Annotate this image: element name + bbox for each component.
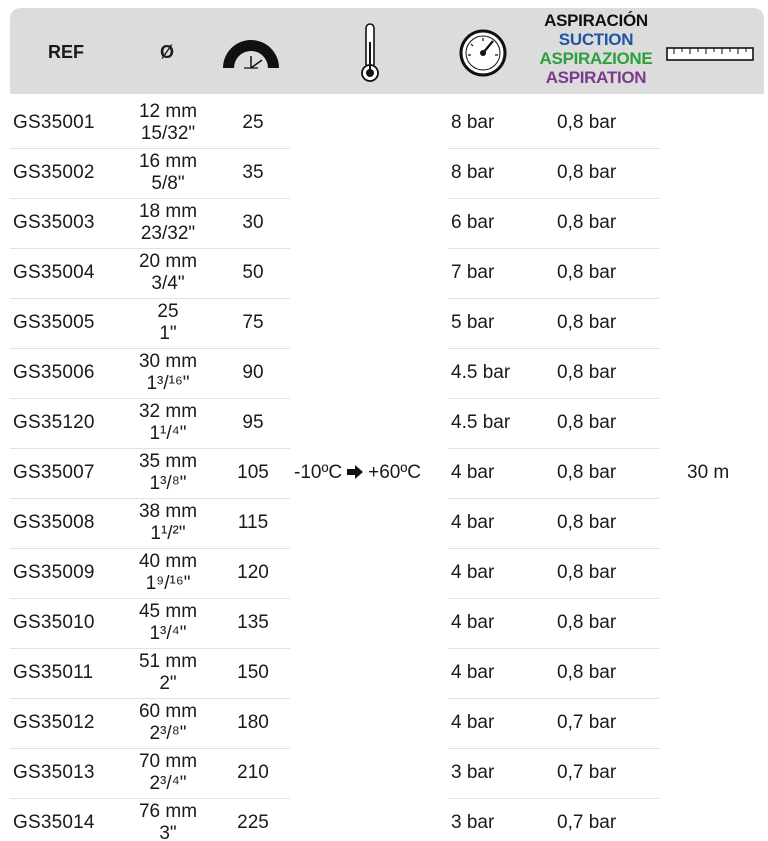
table-row	[10, 699, 764, 749]
diameter-mm: 60 mm	[138, 701, 198, 722]
pressure-cell: 4 bar	[451, 612, 495, 633]
table-row	[10, 299, 764, 349]
pressure-cell: 7 bar	[451, 262, 495, 283]
pressure-cell: 4 bar	[451, 712, 495, 733]
bend-radius-cell: 95	[242, 412, 264, 433]
diameter-cell	[118, 451, 218, 495]
bend-radius-cell: 30	[242, 212, 264, 233]
bend-radius-cell: 75	[242, 312, 264, 333]
bend-radius-cell: 35	[242, 162, 264, 183]
ref-cell: GS35001	[13, 112, 95, 133]
diameter-mm: 16 mm	[138, 151, 198, 172]
suction-label-en: SUCTION	[558, 30, 634, 49]
diameter-mm: 76 mm	[138, 801, 198, 822]
pressure-cell: 6 bar	[451, 212, 495, 233]
suction-cell: 0,8 bar	[557, 112, 617, 133]
diameter-inch: 2³/⁴"	[149, 773, 187, 794]
diameter-inch: 1³/⁸"	[149, 473, 187, 494]
diameter-mm: 32 mm	[138, 401, 198, 422]
suction-cell: 0,7 bar	[557, 812, 617, 833]
suction-cell: 0,8 bar	[557, 462, 617, 483]
diameter-inch: 1³/⁴"	[149, 623, 187, 644]
suction-header	[526, 11, 666, 87]
bend-radius-cell: 180	[237, 712, 269, 733]
diameter-inch: 1³/¹⁶"	[146, 373, 190, 394]
diameter-inch: 5/8"	[151, 173, 185, 194]
diameter-inch: 1¹/²"	[150, 523, 186, 544]
bend-radius-cell: 50	[242, 262, 264, 283]
ref-cell: GS35014	[13, 812, 95, 833]
diameter-inch: 3"	[159, 823, 177, 841]
diameter-inch: 1⁹/¹⁶"	[145, 573, 191, 594]
diameter-cell	[118, 401, 218, 445]
suction-cell: 0,8 bar	[557, 262, 617, 283]
pressure-cell: 4 bar	[451, 462, 495, 483]
thermometer-icon	[359, 22, 381, 89]
bend-radius-cell: 210	[237, 762, 269, 783]
diameter-cell	[118, 501, 218, 545]
pressure-cell: 4 bar	[451, 662, 495, 683]
suction-label-it: ASPIRAZIONE	[539, 49, 653, 68]
suction-cell: 0,8 bar	[557, 412, 617, 433]
diameter-cell	[118, 651, 218, 695]
suction-cell: 0,8 bar	[557, 362, 617, 383]
length-value: 30 m	[687, 462, 730, 483]
suction-cell: 0,8 bar	[557, 662, 617, 683]
bend-radius-cell: 120	[237, 562, 269, 583]
pressure-gauge-icon	[458, 28, 508, 83]
suction-label-fr: ASPIRATION	[545, 68, 647, 87]
table-row	[10, 799, 764, 841]
diameter-mm: 40 mm	[138, 551, 198, 572]
diameter-cell	[118, 151, 218, 195]
table-row	[10, 749, 764, 799]
ruler-icon	[666, 46, 754, 67]
bend-radius-cell: 105	[237, 462, 269, 483]
table-row	[10, 149, 764, 199]
pressure-cell: 8 bar	[451, 162, 495, 183]
bend-radius-cell: 90	[242, 362, 264, 383]
table-row	[10, 99, 764, 149]
suction-cell: 0,8 bar	[557, 212, 617, 233]
table-row	[10, 249, 764, 299]
diameter-cell	[118, 351, 218, 395]
suction-cell: 0,8 bar	[557, 512, 617, 533]
table-row	[10, 349, 764, 399]
ref-cell: GS35002	[13, 162, 95, 183]
ref-header: REF	[48, 42, 84, 62]
ref-cell: GS35008	[13, 512, 95, 533]
ref-cell: GS35003	[13, 212, 95, 233]
diameter-mm: 20 mm	[138, 251, 198, 272]
spec-table	[10, 8, 764, 841]
diameter-mm: 18 mm	[138, 201, 198, 222]
diameter-mm: 51 mm	[138, 651, 198, 672]
table-row	[10, 399, 764, 449]
table-row	[10, 599, 764, 649]
diameter-inch: 15/32"	[140, 123, 196, 144]
table-row	[10, 499, 764, 549]
pressure-cell: 5 bar	[451, 312, 495, 333]
diameter-mm: 25	[157, 301, 179, 322]
ref-cell: GS35004	[13, 262, 95, 283]
bend-radius-cell: 225	[237, 812, 269, 833]
diameter-cell	[118, 101, 218, 145]
table-row	[10, 199, 764, 249]
suction-cell: 0,7 bar	[557, 712, 617, 733]
temperature-max: +60ºC	[368, 462, 422, 483]
diameter-inch: 2"	[159, 673, 177, 694]
diameter-inch: 3/4"	[151, 273, 185, 294]
diameter-inch: 1"	[159, 323, 177, 344]
suction-cell: 0,8 bar	[557, 162, 617, 183]
diameter-inch: 1¹/⁴"	[149, 423, 187, 444]
diameter-mm: 35 mm	[138, 451, 198, 472]
diameter-mm: 45 mm	[138, 601, 198, 622]
diameter-cell	[118, 601, 218, 645]
diameter-inch: 23/32"	[140, 223, 196, 244]
bend-radius-icon	[220, 36, 282, 75]
ref-cell: GS35007	[13, 462, 95, 483]
ref-cell: GS35011	[13, 662, 94, 683]
bend-radius-cell: 25	[242, 112, 264, 133]
ref-cell: GS35010	[13, 612, 95, 633]
suction-label-es: ASPIRACIÓN	[544, 11, 648, 30]
diameter-cell	[118, 251, 218, 295]
diameter-mm: 30 mm	[138, 351, 198, 372]
diameter-header: Ø	[160, 42, 175, 62]
diameter-cell	[118, 751, 218, 795]
pressure-cell: 4.5 bar	[451, 362, 511, 383]
table-row	[10, 649, 764, 699]
diameter-mm: 38 mm	[138, 501, 198, 522]
ref-cell: GS35009	[13, 562, 95, 583]
pressure-cell: 4.5 bar	[451, 412, 511, 433]
ref-cell: GS35120	[13, 412, 95, 433]
table-row	[10, 549, 764, 599]
temperature-range	[294, 462, 421, 486]
diameter-cell	[118, 801, 218, 841]
ref-cell: GS35005	[13, 312, 95, 333]
temperature-min: -10ºC	[294, 462, 343, 483]
ref-cell: GS35006	[13, 362, 95, 383]
diameter-cell	[118, 701, 218, 745]
diameter-mm: 12 mm	[138, 101, 198, 122]
diameter-cell	[118, 201, 218, 245]
suction-cell: 0,7 bar	[557, 762, 617, 783]
bend-radius-cell: 135	[237, 612, 269, 633]
diameter-mm: 70 mm	[138, 751, 198, 772]
ref-cell: GS35013	[13, 762, 95, 783]
suction-cell: 0,8 bar	[557, 562, 617, 583]
ref-cell: GS35012	[13, 712, 95, 733]
diameter-inch: 2³/⁸"	[149, 723, 187, 744]
bend-radius-cell: 150	[237, 662, 269, 683]
pressure-cell: 3 bar	[451, 812, 495, 833]
diameter-cell	[118, 551, 218, 595]
pressure-cell: 3 bar	[451, 762, 495, 783]
suction-cell: 0,8 bar	[557, 612, 617, 633]
table-header	[10, 8, 764, 94]
arrow-right-icon	[346, 464, 364, 486]
bend-radius-cell: 115	[237, 512, 269, 533]
pressure-cell: 4 bar	[451, 562, 495, 583]
diameter-cell	[118, 301, 218, 345]
pressure-cell: 8 bar	[451, 112, 495, 133]
pressure-cell: 4 bar	[451, 512, 495, 533]
suction-cell: 0,8 bar	[557, 312, 617, 333]
